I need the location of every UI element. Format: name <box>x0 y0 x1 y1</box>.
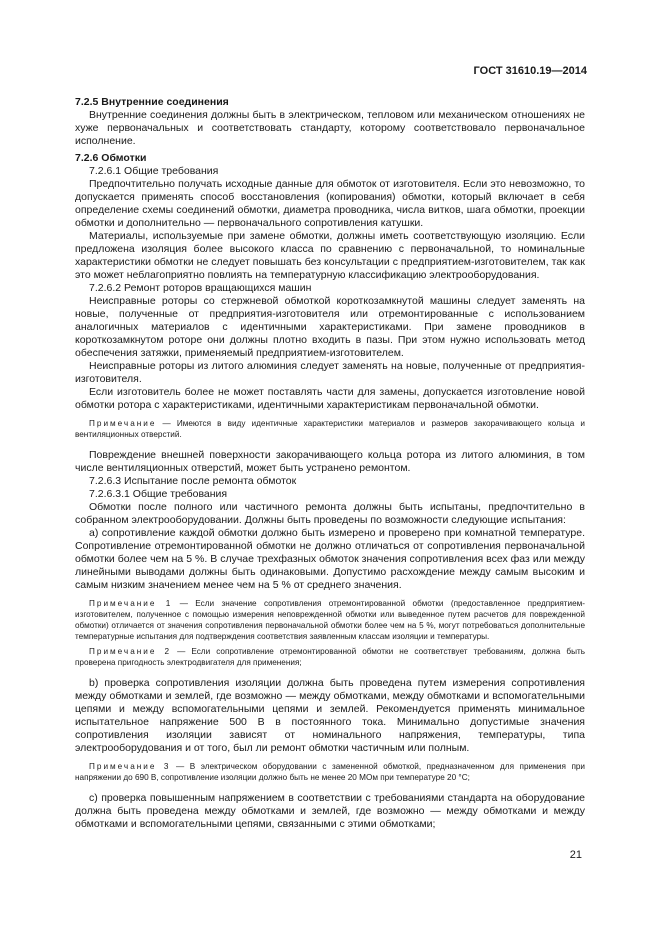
list-item-a: а) сопротивление каждой обмотки должно быть измерено и проверено при комнатной температуре. Сопротивление отремонтированной обмотки не должно отличаться от сопротивления первоначальной обмотки более чем на 5 %. В случае трехфазных обмоток значения сопротивления всех фаз или между линейными выводами должны быть одинаковыми. Допустимо расхождение между самым высоким и самым низким значением менее чем на 5 % от среднего значения. <box>75 527 585 591</box>
paragraph: Предпочтительно получать исходные данные для обмоток от изготовителя. Если это невозможно, то допускается применять способ восстановления (копирования) обмотки, который включает в себя определение схемы соединений обмотки, диаметра проводника, числа витков, шага обмотки, проекции обмотки и дополнительно — первоначального сопротивления катушки. <box>75 178 585 229</box>
paragraph: Неисправные роторы из литого алюминия следует заменять на новые, полученные от предприятия-изготовителя. <box>75 360 585 385</box>
note <box>75 646 585 668</box>
paragraph: Если изготовитель более не может поставлять части для замены, допускается изготовление новой обмотки ротора с характеристиками, идентичными характеристикам первоначальной обмотки. <box>75 386 585 411</box>
list-item-b: b) проверка сопротивления изоляции должна быть проведена путем измерения сопротивления между обмотками и землей, где возможно — между обмотками, между обмотками и вспомогательными цепями и между вспомогательными цепями и землей. Рекомендуется применять минимальное испытательное напряжение 500 В в постоянного тока. Минимально допустимые значения сопротивления изоляции зависят от номинального напряжения, температуры, типа электрооборудования и от того, был ли ремонт обмотки частичным или полным. <box>75 677 585 754</box>
section-heading-7-2-6: 7.2.6 Обмотки <box>75 152 147 164</box>
note-text: — Если сопротивление отремонтированной обмотки не соответствует требованиям, должна быть проверена пригодность электродвигателя для применения; <box>75 647 586 667</box>
note <box>75 418 585 440</box>
subsection-heading: 7.2.6.1 Общие требования <box>89 165 219 177</box>
note-label: Примечание <box>89 419 157 428</box>
paragraph: Неисправные роторы со стержневой обмоткой короткозамкнутой машины следует заменять на новые, полученные от предприятия-изготовителя или отремонтированные с использованием аналогичных материалов с идентичными характеристиками. При замене проводников в короткозамкнутом роторе они должны плотно входить в пазы. При этом нужно использовать метод обеспечения затяжки, применяемый предприятием-изготовителем. <box>75 295 585 359</box>
paragraph: Внутренние соединения должны быть в электрическом, тепловом или механическом отношениях не хуже первоначальных и соответствовать стандарту, которому соответствовало первоначальное исполнение. <box>75 109 585 147</box>
note-text: — Имеются в виду идентичные характеристики материалов и размеров закорачивающего кольца и вентиляционных отверстий. <box>75 419 585 439</box>
paragraph: Материалы, используемые при замене обмотки, должны иметь соответствующую изоляцию. Если предложена изоляция более высокого класса по сравнению с первоначальной, то номинальные характеристики обмотки не следует повышать без консультации с предприятием-изготовителем, так как это может неблагоприятно повлиять на температурную классификацию электрооборудования. <box>75 230 585 281</box>
note-label: Примечание 3 <box>89 762 171 771</box>
note <box>75 761 585 783</box>
subsection-heading: 7.2.6.3 Испытание после ремонта обмоток <box>89 475 297 487</box>
paragraph: Повреждение внешней поверхности закорачивающего кольца ротора из литого алюминия, в том числе вентиляционных отверстий, может быть устранено ремонтом. <box>75 449 585 474</box>
standard-header: ГОСТ 31610.19—2014 <box>473 65 587 77</box>
note <box>75 598 585 642</box>
section-heading-7-2-5: 7.2.5 Внутренние соединения <box>75 96 229 108</box>
list-item-c: c) проверка повышенным напряжением в соответствии с требованиями стандарта на оборудование должна быть проведена между обмотками и землей, где возможно — между обмотками и между обмотками и вспомогательными цепями, связанными с этими обмотками; <box>75 792 585 830</box>
subsection-heading: 7.2.6.3.1 Общие требования <box>89 488 228 500</box>
note-label: Примечание 1 <box>89 599 173 608</box>
note-label: Примечание 2 <box>89 647 172 656</box>
note-text: — Если значение сопротивления отремонтированной обмотки (предоставленное предприятием-изготовителем, полученное с помощью измерения неповрежденной обмотки или выведенное путем расчетов для поврежденной обмотки) отличается от значения сопротивления первоначальной обмотки более чем на 5 %, могут потребоваться дополнительные температурные испытания для подтверждения соответствия заявленным классам изоляции и температуры. <box>75 599 586 641</box>
paragraph: Обмотки после полного или частичного ремонта должны быть испытаны, предпочтительно в собранном электрооборудовании. Должны быть проведены по возможности следующие испытания: <box>75 501 585 526</box>
page-content <box>75 94 585 831</box>
page-number: 21 <box>569 849 582 861</box>
subsection-heading: 7.2.6.2 Ремонт роторов вращающихся машин <box>89 282 312 294</box>
note-text: — В электрическом оборудовании с замененной обмоткой, предназначенном для применения при напряжении до 690 В, сопротивление изоляции должно быть не менее 20 МОм при температуре 20 °С; <box>75 762 585 782</box>
